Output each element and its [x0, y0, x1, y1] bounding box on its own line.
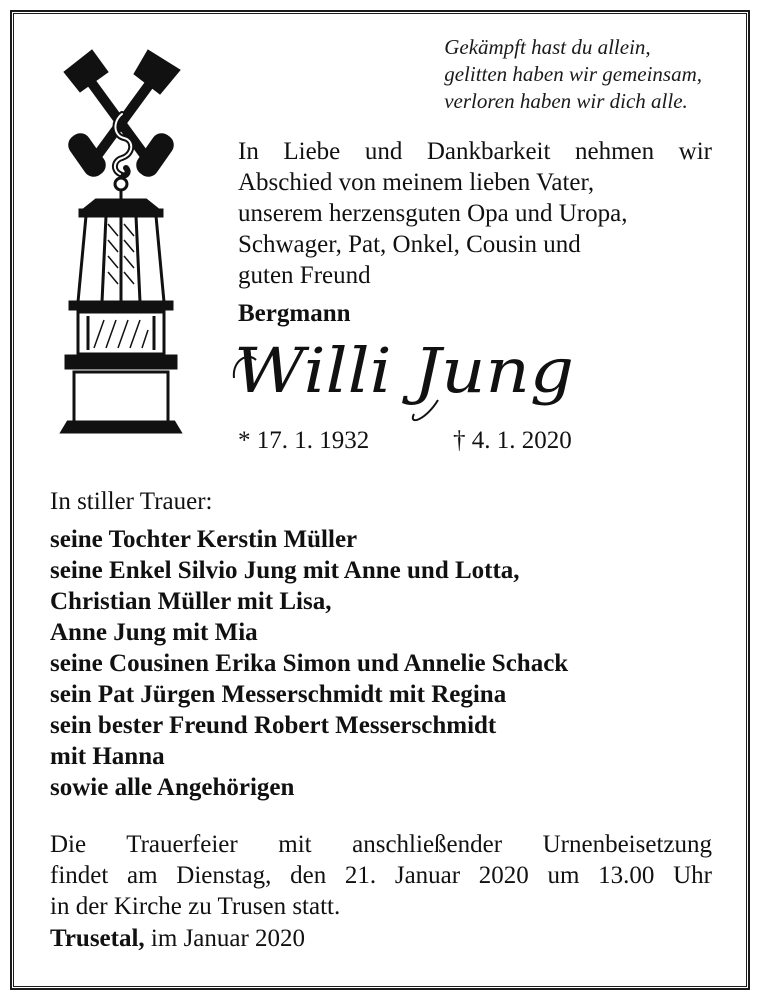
deceased-name-text: Willi Jung	[234, 334, 574, 407]
motto-line: gelitten haben wir gemeinsam,	[444, 62, 702, 86]
life-dates	[238, 427, 572, 455]
intro-line: Abschied von meinem lieben Vater,	[238, 169, 595, 196]
intro-line: Schwager, Pat, Onkel, Cousin und	[238, 231, 581, 258]
intro-line: unserem herzensguten Opa und Uropa,	[238, 200, 628, 227]
mourners-list	[50, 524, 568, 803]
place-date: im Januar 2020	[150, 925, 306, 952]
miner-lamp-hammers-icon	[56, 44, 186, 439]
mourner-line: sein bester Freund Robert Messerschmidt	[50, 712, 497, 739]
mourner-line: seine Cousinen Erika Simon und Annelie Schack	[50, 650, 569, 677]
mourner-line: Anne Jung mit Mia	[50, 619, 258, 646]
intro-text	[238, 136, 712, 291]
service-line: findet am Dienstag, den 21. Januar 2020 um 13.00 Uhr	[50, 862, 712, 889]
motto-verse	[444, 34, 702, 115]
birth-date: * 17. 1. 1932	[238, 427, 370, 454]
motto-line: Gekämpft hast du allein,	[444, 35, 651, 59]
service-line: in der Kirche zu Trusen statt.	[50, 893, 341, 920]
mourner-line: mit Hanna	[50, 743, 165, 770]
motto-line: verloren haben wir dich alle.	[444, 89, 688, 113]
occupation-title: Bergmann	[238, 300, 351, 327]
mourner-line: sowie alle Angehörigen	[50, 774, 295, 801]
service-line: Die Trauerfeier mit anschließender Urnenbeisetzung	[50, 831, 712, 858]
mourner-line: sein Pat Jürgen Messerschmidt mit Regina	[50, 681, 507, 708]
intro-line: In Liebe und Dankbarkeit nehmen wir	[238, 138, 712, 165]
funeral-service-info	[50, 829, 712, 922]
intro-line: guten Freund	[238, 262, 371, 289]
mourner-line: seine Enkel Silvio Jung mit Anne und Lotta,	[50, 557, 520, 584]
place-town: Trusetal,	[50, 925, 145, 952]
deceased-name	[230, 330, 610, 430]
place-and-date	[50, 925, 305, 953]
mourner-line: Christian Müller mit Lisa,	[50, 588, 332, 615]
mourning-label: In stiller Trauer:	[50, 488, 213, 515]
mourner-line: seine Tochter Kerstin Müller	[50, 526, 358, 553]
death-date: † 4. 1. 2020	[453, 427, 572, 454]
